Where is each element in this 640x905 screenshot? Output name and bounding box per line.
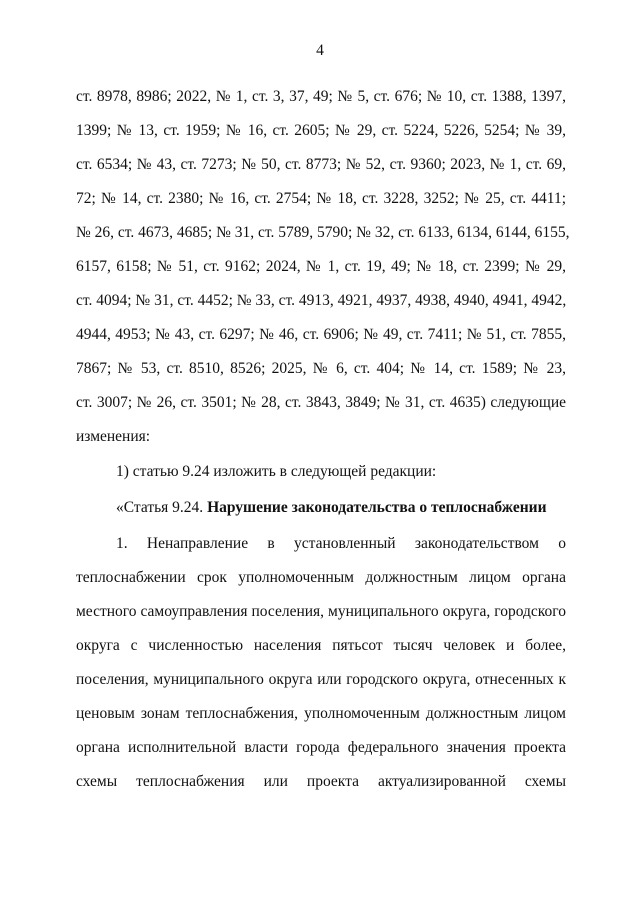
text-line: ст. 3007; № 26, ст. 3501; № 28, ст. 3843, 3849; № 31, ст. 4635) следующие [76,394,566,411]
article-heading [116,498,566,518]
text-line: ст. 6534; № 43, ст. 7273; № 50, ст. 8773; № 52, ст. 9360; 2023, № 1, ст. 69, [76,156,566,173]
text-line: 6157, 6158; № 51, ст. 9162; 2024, № 1, ст. 19, 49; № 18, ст. 2399; № 29, [76,258,566,275]
paragraph-line: теплоснабжении срок уполномоченным должностным лицом органа [76,569,566,586]
paragraph-line: округа с численностью населения пятьсот тысяч человек и более, [76,637,566,654]
text-line: ст. 8978, 8986; 2022, № 1, ст. 3, 37, 49; № 5, ст. 676; № 10, ст. 1388, 1397, [76,88,566,105]
article-title: Нарушение законодательства о теплоснабжении [207,499,547,516]
text-line: ст. 4094; № 31, ст. 4452; № 33, ст. 4913, 4921, 4937, 4938, 4940, 4941, 4942, [76,292,567,309]
amendment-item-1: 1) статью 9.24 изложить в следующей редакции: [116,463,437,480]
article-prefix: «Статья 9.24. [116,499,208,516]
text-line: 1399; № 13, ст. 1959; № 16, ст. 2605; № 29, ст. 5224, 5226, 5254; № 39, [76,122,566,139]
text-line: 7867; № 53, ст. 8510, 8526; 2025, № 6, ст. 404; № 14, ст. 1589; № 23, [76,360,566,377]
text-line: № 26, ст. 4673, 4685; № 31, ст. 5789, 5790; № 32, ст. 6133, 6134, 6144, 6155, [76,224,570,241]
paragraph-line: местного самоуправления поселения, муниципального округа, городского [76,603,566,620]
paragraph-line: органа исполнительной власти города федерального значения проекта [76,739,566,756]
text-line: 4944, 4953; № 43, ст. 6297; № 46, ст. 6906; № 49, ст. 7411; № 51, ст. 7855, [76,326,566,343]
paragraph-line: поселения, муниципального округа или городского округа, отнесенных к [76,671,566,688]
paragraph-line: схемы теплоснабжения или проекта актуализированной схемы [76,773,566,790]
text-line: изменения: [76,428,151,445]
paragraph-line: 1. Ненаправление в установленный законодательством о [116,535,566,552]
page-number: 4 [316,42,324,59]
paragraph-line: ценовым зонам теплоснабжения, уполномоченным должностным лицом [76,705,566,722]
text-line: 72; № 14, ст. 2380; № 16, ст. 2754; № 18, ст. 3228, 3252; № 25, ст. 4411; [76,190,566,207]
